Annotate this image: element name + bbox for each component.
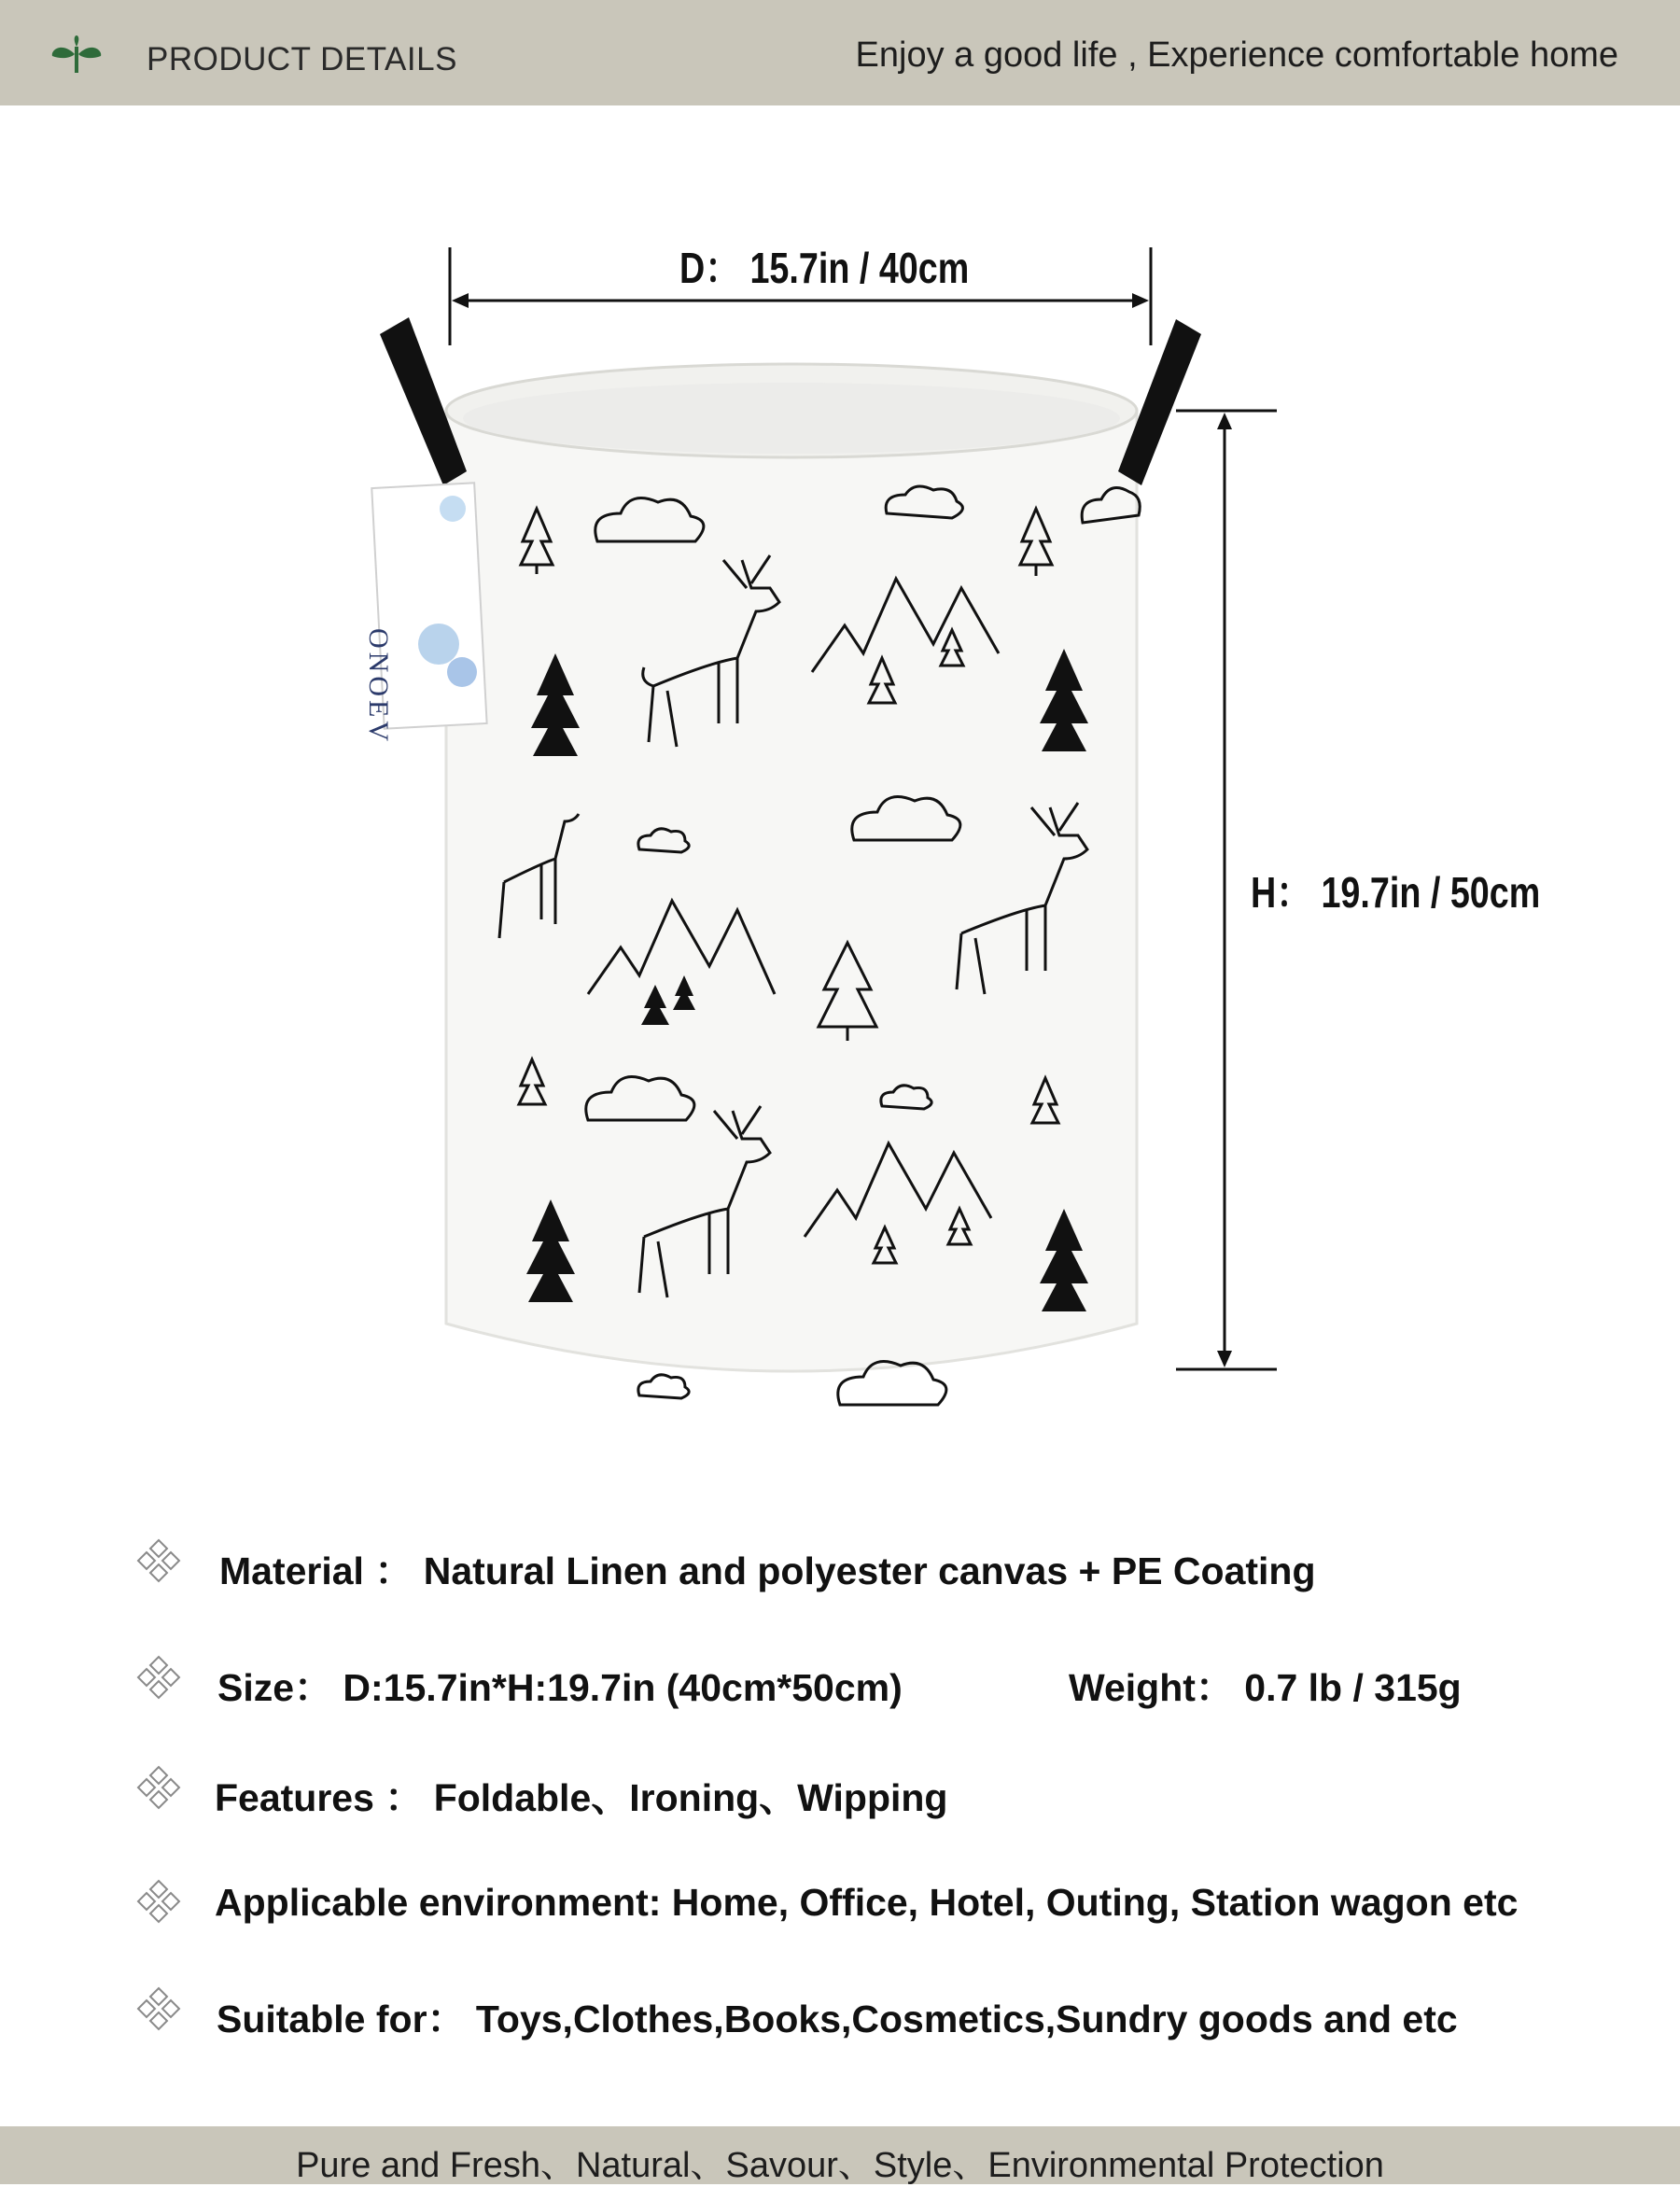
spec-row-features	[0, 1758, 1680, 1819]
diamond-cluster-icon	[133, 1761, 185, 1814]
diamond-cluster-icon	[133, 1651, 185, 1703]
footer-text: Pure and Fresh、Natural、Savour、Style、Environmental Protection	[296, 2146, 1384, 2185]
spec-material: Material ： Natural Linen and polyester canvas + PE Coating	[219, 1549, 1316, 1592]
spec-row-environment	[0, 1872, 1680, 1928]
diamond-cluster-icon	[133, 1983, 185, 2035]
spec-weight: Weight： 0.7 lb / 315g	[1069, 1666, 1462, 1709]
header-bar	[0, 0, 1680, 105]
spec-suitable: Suitable for： Toys,Clothes,Books,Cosmetics,Sundry goods and etc	[217, 1998, 1458, 2040]
tag-brand: ONOEV	[363, 628, 394, 745]
footer-bar	[0, 2126, 1680, 2184]
diamond-cluster-icon	[133, 1535, 185, 1587]
spec-environment: Applicable environment: Home, Office, Hotel, Outing, Station wagon etc	[215, 1881, 1519, 1924]
diamond-cluster-icon	[133, 1875, 185, 1928]
header-title: PRODUCT DETAILS	[147, 41, 457, 77]
diameter-label: D： 15.7in / 40cm	[679, 244, 970, 292]
spec-features: Features ： Foldable、Ironing、Wipping	[215, 1776, 948, 1819]
spec-row-size	[0, 1647, 1680, 1709]
leaf-icon	[49, 28, 105, 77]
spec-row-suitable	[0, 1979, 1680, 2040]
laundry-basket-illustration	[0, 105, 1680, 1459]
height-label: H： 19.7in / 50cm	[1251, 868, 1541, 917]
spec-row-material	[0, 1531, 1680, 1592]
spec-size: Size： D:15.7in*H:19.7in (40cm*50cm)	[217, 1666, 903, 1709]
header-slogan: Enjoy a good life , Experience comfortable home	[855, 35, 1618, 75]
product-stage	[0, 105, 1680, 1459]
